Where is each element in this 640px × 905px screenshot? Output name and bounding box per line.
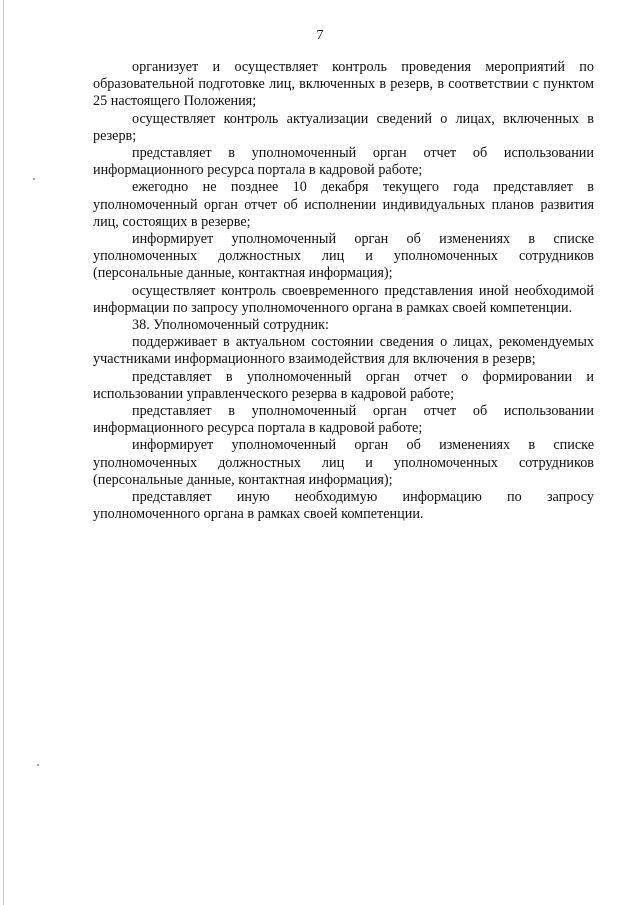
scan-speck bbox=[37, 764, 39, 766]
document-body bbox=[93, 59, 594, 523]
paragraph: ежегодно не позднее 10 декабря текущего года представляет в уполномоченный орган отчет об исполнении индивидуальных планов развития лиц, состоящих в резерве; bbox=[93, 179, 594, 230]
paragraph: представляет в уполномоченный орган отчет об использовании информационного ресурса портала в кадровой работе; bbox=[93, 403, 594, 437]
paragraph: информирует уполномоченный орган об изменениях в списке уполномоченных должностных лиц и уполномоченных сотрудников (персональные данные, контактная информация); bbox=[93, 437, 594, 488]
page-number: 7 bbox=[316, 28, 324, 43]
section-heading: 38. Уполномоченный сотрудник: bbox=[132, 317, 329, 334]
paragraph: осуществляет контроль актуализации сведений о лицах, включенных в резерв; bbox=[93, 110, 594, 144]
paragraph: представляет в уполномоченный орган отчет о формировании и использовании управленческого резерва в кадровой работе; bbox=[93, 368, 594, 402]
scan-edge-line bbox=[3, 0, 4, 905]
paragraph: организует и осуществляет контроль проведения мероприятий по образовательной подготовке лиц, включенных в резерв, в соответствии с пунктом 25 настоящего Положения; bbox=[93, 59, 594, 110]
paragraph: представляет иную необходимую информацию по запросу уполномоченного органа в рамках своей компетенции. bbox=[93, 489, 594, 523]
paragraph: представляет в уполномоченный орган отчет об использовании информационного ресурса портала в кадровой работе; bbox=[93, 145, 594, 179]
paragraph: информирует уполномоченный орган об изменениях в списке уполномоченных должностных лиц и уполномоченных сотрудников (персональные данные, контактная информация); bbox=[93, 231, 594, 282]
scan-speck bbox=[33, 178, 35, 180]
paragraph: поддерживает в актуальном состоянии сведения о лицах, рекомендуемых участниками информационного взаимодействия для включения в резерв; bbox=[93, 334, 594, 368]
paragraph: осуществляет контроль своевременного представления иной необходимой информации по запросу уполномоченного органа в рамках своей компетенции. bbox=[93, 282, 594, 316]
